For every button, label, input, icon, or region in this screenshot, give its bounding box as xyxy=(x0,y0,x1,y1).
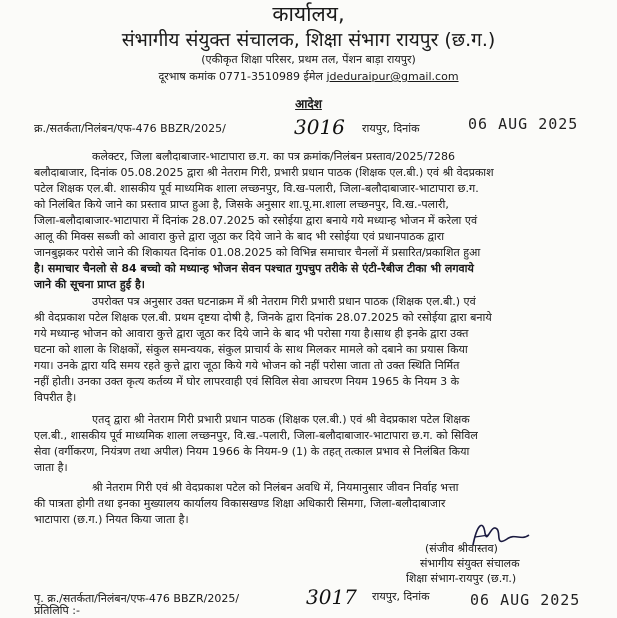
signatory-office: शिक्षा संभाग-रायपुर (छ.ग.) xyxy=(406,572,517,585)
email-link[interactable]: jdeduraipur@gmail.com xyxy=(326,70,459,83)
contact-line xyxy=(0,69,617,84)
paragraph-3: एतद् द्वारा श्री नेतराम गिरी प्रभारी प्रधान पाठक (शिक्षक एल.बी.) एवं श्री वेदप्रकाश पटेल शिक्षक एल.बी., शासकीय पूर्व माध्यमिक शाला लच्छनपुर, वि.ख.-पलारी, जिला-बलौदाबाजार-भाटापारा छ.ग. को सिविल सेवा (वर्गीकरण, नियंत्रण तथा अपील) नियम 1966 के नियम-9 (1) के तहत् तत्काल प्रभाव से निलंबित किया जाता है। xyxy=(34,413,478,474)
office-heading: कार्यालय, xyxy=(272,2,345,26)
office-name: संभागीय संयुक्त संचालक, शिक्षा संभाग रायपुर (छ.ग.) xyxy=(121,29,496,51)
paragraph-2: उपरोक्त पत्र अनुसार उक्त घटनाक्रम में श्री नेतराम गिरी प्रभारी प्रधान पाठक (शिक्षक एल.बी.) एवं श्री वेदप्रकाश पटेल शिक्षक एल.बी. प्रथम दृष्टया दोषी है, जिनके द्वारा दिनांक 28.07.2025 को रसोईया द्वारा बनाये गये मध्यान्ह भोजन को आवारा कुत्ते द्वारा जूठा कर दिये जाने के बाद भी परोसा गया है।साथ ही इनके द्वारा उक्त घटना को शाला के शिक्षकों, संकुल समन्वयक, संकुल प्राचार्य के साथ मिलकर मामले को दबाने का प्रयास किया गया। उनके द्वारा यदि समय रहते कुत्ते द्वारा जूठा किये गये भोजन को नहीं परोसा जाता तो उक्त स्थिति निर्मित नहीं होती। उनका उक्त कृत्य कर्तव्य में घोर लापरवाही एवं सिविल सेवा आचरण नियम 1965 के नियम 3 के विपरीत है। xyxy=(34,295,492,404)
paragraph-4: श्री नेतराम गिरी एवं श्री वेदप्रकाश पटेल को निलंबन अवधि में, नियमानुसार जीवन निर्वाह भत्ता की पात्रता होगी तथा इनका मुख्यालय कार्यालय विकासखण्ड शिक्षा अधिकारी सिमगा, जिला-बलौदाबाजार भाटापारा (छ.ग.) नियत किया जाता है। xyxy=(34,481,459,526)
ref-place: रायपुर, दिनांक xyxy=(362,122,420,135)
ref-number-text: क्र./सतर्कता/निलंबन/एफ-476 BBZR/2025/ xyxy=(34,122,226,135)
ref-handwritten-number: 3016 xyxy=(294,115,345,139)
order-title: आदेश xyxy=(295,97,322,111)
paragraph-1: कलेक्टर, जिला बलौदाबाजार-भाटापारा छ.ग. का पत्र क्रमांक/निलंबन प्रस्ताव/2025/7286 बलौदाबाजार, दिनांक 05.08.2025 द्वारा श्री नेतराम गिरी, प्रभारी प्रधान पाठक (शिक्षक एल.बी.) एवं श्री वेदप्रकाश पटेल शिक्षक एल.बी. शासकीय पूर्व माध्यमिक शाला लच्छनपुर, वि.ख-पलारी, जिला-बलौदाबाजार-भाटापारा छ.ग. को निलंबित किये जाने का प्रस्ताव प्राप्त हुआ है, जिसके अनुसार शा.पू.मा.शाला लच्छनपुर, वि.ख.-पलारी, जिला-बलौदाबाजार-भाटापारा में दिनांक 28.07.2025 को रसोईया द्वारा बनाये गये मध्यान्ह भोजन में करेला एवं आलू की मिक्स सब्जी को आवारा कुत्ते द्वारा जूठा कर दिये जाने के बाद भी रसोईया एवं प्रधानपाठक द्वारा जानबुझकर परोसे जाने की शिकायत दिनांक 01.08.2025 को विभिन्न समाचार चैनलों में प्रसारित/प्रकाशित हुआ है। समाचार चैनलो से 84 बच्चो को मध्यान्ह भोजन सेवन पश्चात गुपचुप तरीके से एंटी-रैबीज टीका भी लगवाये जाने की सूचना प्राप्त हुई है। xyxy=(34,150,494,291)
date-stamp-2: 06 AUG 2025 xyxy=(470,591,581,609)
date-stamp: 06 AUG 2025 xyxy=(468,115,579,133)
signatory-name: (संजीव श्रीवास्तव) xyxy=(425,542,498,555)
office-address: (एकीकृत शिक्षा परिसर, प्रथम तल, पेंशन बाड़ा रायपुर) xyxy=(201,53,416,66)
ref-line-1 xyxy=(34,121,226,136)
signatory-designation: संभागीय संयुक्त संचालक xyxy=(420,557,520,570)
ref2-place: रायपुर, दिनांक xyxy=(372,590,430,603)
ref2-number-text: पृ. क्र./सतर्कता/निलंबन/एफ-476 BBZR/2025/ xyxy=(34,592,240,605)
copy-to-label: प्रतिलिपि :- xyxy=(34,604,80,617)
ref2-handwritten-number: 3017 xyxy=(306,585,357,609)
phone-label: दूरभाष कमांक 0771-3510989 ईमेल xyxy=(158,70,323,83)
